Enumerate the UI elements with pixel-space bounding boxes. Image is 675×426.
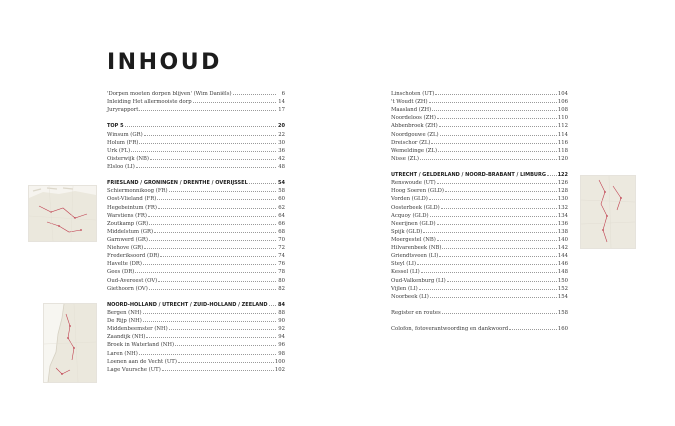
toc-page-number: 138	[557, 228, 568, 235]
toc-dot-leader	[435, 88, 556, 95]
toc-page-number: 17	[278, 107, 285, 114]
toc-entry-title: Winsum (GR)	[107, 131, 143, 138]
toc-dot-leader	[139, 137, 276, 144]
toc-page-number: 88	[278, 309, 285, 316]
toc-page-number: 94	[278, 334, 285, 341]
toc-dot-leader	[169, 323, 276, 330]
toc-dot-leader	[157, 193, 276, 200]
toc-page-number: 80	[278, 277, 285, 284]
toc-dot-leader	[438, 145, 557, 152]
toc-entry-title: Oosterbeek (GLD)	[391, 204, 440, 211]
toc-dot-leader	[148, 210, 276, 217]
toc-page-number: 118	[557, 147, 568, 154]
toc-page-number: 126	[557, 180, 568, 187]
toc-entry[interactable]	[107, 323, 285, 331]
toc-entry[interactable]	[107, 226, 285, 234]
toc-dot-leader	[143, 307, 276, 314]
map-west	[43, 303, 97, 383]
toc-page-number: 116	[557, 139, 568, 146]
toc-entry-title: Spijk (GLD)	[391, 228, 423, 235]
toc-entry-title: Abbenbroek (ZH)	[391, 123, 438, 130]
toc-dot-leader	[193, 96, 276, 103]
toc-dot-leader	[429, 193, 557, 200]
toc-entry-title: Middenbeemster (NH)	[107, 326, 168, 333]
toc-entry-title: 'Dorpen moeten dorpen blijven' (Wim Daniëls)	[107, 91, 232, 97]
toc-column-right	[391, 88, 568, 331]
toc-entry-title: Kessel (LI)	[391, 269, 420, 276]
toc-page-number: 152	[557, 285, 568, 292]
toc-page-number: 14	[278, 99, 285, 106]
toc-entry[interactable]	[107, 193, 285, 201]
toc-entry[interactable]	[391, 145, 568, 153]
toc-page-number: 58	[278, 188, 285, 195]
toc-entry[interactable]	[391, 250, 568, 258]
toc-page-number: 132	[557, 204, 568, 211]
toc-entry[interactable]	[107, 210, 285, 218]
toc-entry[interactable]	[107, 104, 285, 112]
toc-dot-leader	[430, 291, 557, 298]
toc-dot-leader	[441, 202, 557, 209]
toc-entry[interactable]	[107, 185, 285, 193]
toc-entry-title: Acquoy (GLD)	[391, 212, 429, 219]
toc-section-heading[interactable]	[107, 177, 285, 185]
toc-page-number: 92	[278, 326, 285, 333]
toc-dot-leader	[509, 323, 557, 330]
toc-entry-title: Oisterwijk (NB)	[107, 155, 149, 162]
toc-entry-title: UTRECHT / GELDERLAND / NOORD-BRABANT / LIMBURG	[391, 172, 546, 179]
toc-page-number: 122	[557, 172, 568, 179]
toc-page-number: 148	[557, 269, 568, 276]
toc-dot-leader	[423, 226, 556, 233]
toc-page-number: 98	[278, 350, 285, 357]
toc-entry-title: Wemeldinge (ZL)	[391, 147, 438, 154]
toc-entry-title: Renswoude (UT)	[391, 180, 436, 187]
toc-dot-leader	[150, 153, 276, 160]
toc-entry-title: Colofon, fotoverantwoording en dankwoord	[391, 326, 509, 333]
toc-page-number: 70	[278, 236, 285, 243]
toc-entry[interactable]	[107, 153, 285, 161]
toc-entry-title: Frederiksoord (DR)	[107, 253, 160, 260]
toc-dot-leader	[233, 88, 276, 95]
toc-entry-title: Vorden (GLD)	[391, 196, 428, 203]
page-title: INHOUD	[107, 50, 222, 75]
toc-dot-leader	[439, 250, 557, 257]
toc-entry-title: Elsloo (LI)	[107, 163, 135, 170]
toc-entry[interactable]	[107, 315, 285, 323]
toc-page-number: 100	[274, 358, 285, 365]
toc-page-number: 158	[557, 309, 568, 316]
toc-page-number: 22	[278, 131, 285, 138]
toc-page-number: 108	[557, 107, 568, 114]
toc-entry-title: 't Woudt (ZH)	[391, 99, 428, 106]
toc-entry[interactable]	[391, 226, 568, 234]
toc-dot-leader	[437, 112, 557, 119]
toc-entry-title: Nisse (ZL)	[391, 155, 419, 162]
toc-dot-leader	[437, 218, 557, 225]
toc-entry-title: NOORD-HOLLAND / UTRECHT / ZUID-HOLLAND / ZEELAND	[107, 301, 268, 308]
toc-dot-leader	[158, 275, 276, 282]
toc-dot-leader	[429, 96, 557, 103]
toc-dot-leader	[547, 169, 557, 176]
toc-entry-title: Oost-Vlieland (FR)	[107, 196, 157, 203]
toc-dot-leader	[158, 202, 276, 209]
toc-dot-leader	[417, 258, 557, 265]
toc-page-number: 154	[557, 293, 568, 300]
toc-page-number: 48	[278, 163, 285, 170]
toc-entry[interactable]	[107, 258, 285, 266]
toc-page-number: 128	[557, 188, 568, 195]
toc-entry-title: Vijlen (LI)	[391, 285, 418, 292]
toc-dot-leader	[149, 283, 276, 290]
toc-entry[interactable]	[107, 137, 285, 145]
toc-entry-title: Warstiens (FR)	[107, 212, 147, 219]
toc-entry-title: Middelstum (GR)	[107, 228, 154, 235]
toc-dot-leader	[125, 120, 276, 127]
toc-entry-title: Giethoorn (OV)	[107, 285, 148, 292]
toc-entry[interactable]	[391, 88, 568, 96]
toc-section-heading[interactable]	[107, 120, 285, 128]
toc-page-number: 146	[557, 261, 568, 268]
toc-entry[interactable]	[107, 339, 285, 347]
toc-dot-leader	[178, 356, 274, 363]
toc-entry-title: Neerijnen (GLD)	[391, 220, 436, 227]
toc-entry-title: Steyl (LI)	[391, 261, 417, 268]
toc-entry[interactable]	[107, 275, 285, 283]
toc-entry[interactable]	[391, 210, 568, 218]
toc-dot-leader	[139, 104, 276, 111]
toc-entry-title: Oud-Avereest (OV)	[107, 277, 158, 284]
toc-entry[interactable]	[107, 218, 285, 226]
toc-entry[interactable]	[107, 283, 285, 291]
toc-page-number: 36	[278, 147, 285, 154]
toc-entry-title: FRIESLAND / GRONINGEN / DRENTHE / OVERIJSSEL	[107, 180, 248, 187]
toc-entry-title: Havelte (DR)	[107, 261, 142, 268]
toc-dot-leader	[445, 185, 557, 192]
toc-entry-title: Moergestel (NB)	[391, 236, 436, 243]
toc-entry[interactable]	[107, 307, 285, 315]
toc-entry-title: Noordgouwe (ZL)	[391, 131, 439, 138]
toc-dot-leader	[440, 129, 557, 136]
toc-entry[interactable]	[107, 202, 285, 210]
toc-entry[interactable]	[107, 234, 285, 242]
toc-page-number: 76	[278, 261, 285, 268]
toc-entry[interactable]	[391, 234, 568, 242]
toc-entry-title: Zaandijk (NH)	[107, 334, 146, 341]
toc-entry-title: Zoutkamp (GR)	[107, 220, 149, 227]
toc-dot-leader	[437, 234, 557, 241]
toc-entry-title: Schiermonnikoog (FR)	[107, 188, 168, 195]
toc-entry[interactable]	[107, 331, 285, 339]
toc-entry[interactable]	[391, 185, 568, 193]
toc-entry-title: Register en routes	[391, 309, 441, 316]
toc-entry-title: Hegebeintum (FR)	[107, 204, 157, 211]
toc-column-left	[107, 88, 285, 372]
toc-page-number: 84	[278, 301, 285, 308]
map-north-east	[28, 185, 97, 242]
toc-page-number: 74	[278, 253, 285, 260]
toc-entry-title: Maasland (ZH)	[391, 107, 432, 114]
toc-page-number: 102	[274, 366, 285, 373]
toc-page-number: 144	[557, 253, 568, 260]
toc-page-number: 112	[557, 123, 568, 130]
toc-page-number: 140	[557, 236, 568, 243]
toc-page-number: 6	[281, 91, 285, 97]
toc-entry[interactable]	[391, 153, 568, 161]
toc-entry-title: Noordeloos (ZH)	[391, 115, 436, 122]
toc-entry[interactable]	[107, 242, 285, 250]
toc-entry[interactable]	[391, 193, 568, 201]
toc-entry-title: Noorbeek (LI)	[391, 293, 429, 300]
toc-entry-title: Hilvarenbeek (NB)	[391, 245, 442, 252]
toc-entry[interactable]	[391, 137, 568, 145]
toc-entry[interactable]	[107, 88, 285, 96]
toc-dot-leader	[160, 250, 276, 257]
toc-entry[interactable]	[391, 218, 568, 226]
toc-entry[interactable]	[391, 104, 568, 112]
toc-entry-title: Dreischor (ZL)	[391, 139, 431, 146]
toc-entry[interactable]	[107, 129, 285, 137]
toc-page-number: 120	[557, 155, 568, 162]
toc-page-number: 68	[278, 228, 285, 235]
toc-page-number: 142	[557, 245, 568, 252]
toc-entry[interactable]	[107, 364, 285, 372]
toc-dot-leader	[139, 348, 276, 355]
toc-entry-title: Urk (FL)	[107, 147, 131, 154]
toc-dot-leader	[175, 339, 276, 346]
toc-page-number: 62	[278, 204, 285, 211]
toc-page-number: 110	[557, 115, 568, 122]
toc-entry[interactable]	[107, 266, 285, 274]
toc-entry[interactable]	[391, 258, 568, 266]
toc-dot-leader	[146, 331, 276, 338]
toc-page-number: 64	[278, 212, 285, 219]
toc-dot-leader	[447, 275, 557, 282]
toc-dot-leader	[430, 210, 557, 217]
toc-entry[interactable]	[391, 202, 568, 210]
map-south-east	[580, 175, 636, 249]
toc-entry-title: TOP 5	[107, 123, 124, 130]
toc-page-number: 30	[278, 139, 285, 146]
toc-dot-leader	[419, 283, 557, 290]
toc-page-number: 60	[278, 196, 285, 203]
toc-entry[interactable]	[391, 283, 568, 291]
toc-page-number: 104	[557, 91, 568, 97]
toc-entry-title: Holum (FR)	[107, 139, 139, 146]
toc-entry-title: Juryrapport	[107, 107, 139, 114]
toc-dot-leader	[154, 226, 276, 233]
toc-entry[interactable]	[391, 242, 568, 250]
toc-page-number: 90	[278, 318, 285, 325]
toc-page-number: 106	[557, 99, 568, 106]
toc-entry-title: Loenen aan de Vecht (UT)	[107, 358, 177, 365]
toc-entry-title: Niehove (GR)	[107, 245, 144, 252]
toc-entry[interactable]	[391, 323, 568, 331]
toc-dot-leader	[131, 145, 276, 152]
toc-dot-leader	[432, 104, 557, 111]
toc-entry[interactable]	[391, 266, 568, 274]
toc-dot-leader	[143, 258, 276, 265]
toc-entry[interactable]	[391, 291, 568, 299]
toc-dot-leader	[149, 218, 276, 225]
toc-dot-leader	[149, 234, 276, 241]
toc-entry[interactable]	[391, 275, 568, 283]
toc-entry[interactable]	[391, 96, 568, 104]
toc-page-number: 96	[278, 342, 285, 349]
toc-entry[interactable]	[391, 177, 568, 185]
toc-entry[interactable]	[391, 307, 568, 315]
toc-dot-leader	[442, 307, 557, 314]
toc-section-heading[interactable]	[107, 299, 285, 307]
toc-page-number: 160	[557, 326, 568, 333]
toc-page-number: 82	[278, 285, 285, 292]
toc-entry-title: Griendtsveen (LI)	[391, 253, 439, 260]
toc-entry-title: Lage Vuursche (UT)	[107, 366, 161, 373]
toc-entry[interactable]	[391, 129, 568, 137]
toc-dot-leader	[420, 153, 557, 160]
toc-dot-leader	[439, 120, 557, 127]
toc-page-number: 114	[557, 131, 568, 138]
toc-entry[interactable]	[107, 145, 285, 153]
toc-entry[interactable]	[391, 120, 568, 128]
toc-page-number: 66	[278, 220, 285, 227]
toc-entry[interactable]	[107, 96, 285, 104]
toc-dot-leader	[442, 242, 556, 249]
toc-entry-title: De Rijp (NH)	[107, 318, 142, 325]
toc-dot-leader	[144, 129, 276, 136]
toc-entry[interactable]	[107, 348, 285, 356]
toc-entry[interactable]	[107, 356, 285, 364]
toc-dot-leader	[136, 161, 276, 168]
toc-page-number: 72	[278, 245, 285, 252]
toc-dot-leader	[144, 242, 276, 249]
toc-dot-leader	[169, 185, 276, 192]
toc-entry-title: Garnwerd (GR)	[107, 236, 148, 243]
toc-page-number: 150	[557, 277, 568, 284]
toc-section-heading[interactable]	[391, 169, 568, 177]
toc-entry-title: Gees (DR)	[107, 269, 135, 276]
toc-page-number: 20	[278, 123, 285, 130]
toc-page-number: 54	[278, 180, 285, 187]
toc-dot-leader	[135, 266, 276, 273]
toc-entry-title: Hoog Soeren (GLD)	[391, 188, 444, 195]
toc-dot-leader	[269, 299, 276, 306]
toc-page-number: 78	[278, 269, 285, 276]
toc-dot-leader	[162, 364, 274, 371]
toc-page-number: 42	[278, 155, 285, 162]
toc-page-number: 130	[557, 196, 568, 203]
toc-dot-leader	[421, 266, 557, 273]
toc-entry-title: Bergen (NH)	[107, 309, 142, 316]
toc-entry-title: Linschoten (UT)	[391, 91, 435, 97]
toc-dot-leader	[437, 177, 557, 184]
toc-entry[interactable]	[107, 250, 285, 258]
toc-dot-leader	[431, 137, 556, 144]
toc-dot-leader	[249, 177, 276, 184]
toc-entry-title: Inleiding Het allermooiste dorp	[107, 99, 192, 106]
toc-dot-leader	[143, 315, 276, 322]
toc-page-number: 136	[557, 220, 568, 227]
toc-page-number: 134	[557, 212, 568, 219]
toc-entry[interactable]	[107, 161, 285, 169]
toc-entry[interactable]	[391, 112, 568, 120]
toc-entry-title: Oud-Valkenburg (LI)	[391, 277, 446, 284]
toc-entry-title: Laren (NH)	[107, 350, 138, 357]
toc-entry-title: Broek in Waterland (NH)	[107, 342, 175, 349]
